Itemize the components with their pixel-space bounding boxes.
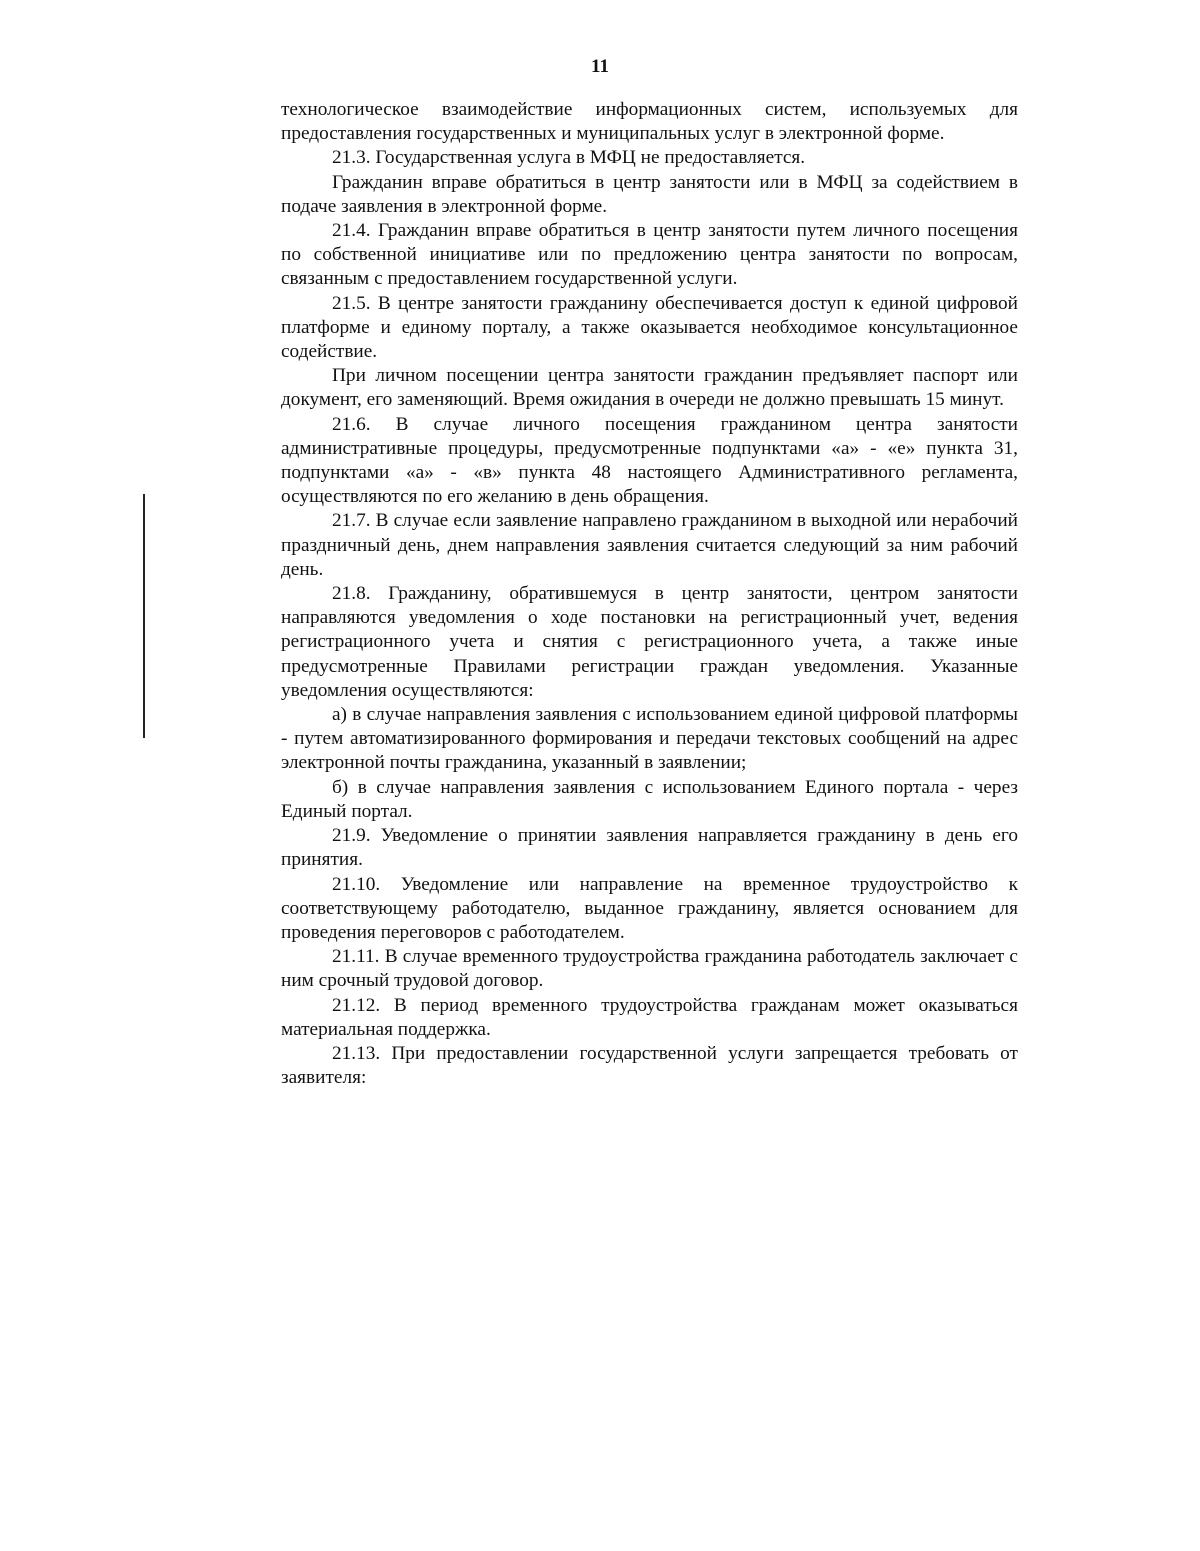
- margin-change-bar: [143, 494, 145, 738]
- paragraph-21-11: 21.11. В случае временного трудоустройства гражданина работодатель заключает с ним срочный трудовой договор.: [281, 946, 1018, 992]
- paragraph-21-8-b: б) в случае направления заявления с использованием Единого портала - через Единый портал.: [281, 776, 1018, 822]
- paragraph-21-8: 21.8. Гражданину, обратившемуся в центр занятости, центром занятости направляются уведомления о ходе постановки на регистрационный учет, ведения регистрационного учета и снятия с регистрационного учета, а также иные предусмотренные Правилами регистрации граждан уведомления. Указанные уведомления осуществляются:: [281, 583, 1018, 701]
- paragraph-21-3: 21.3. Государственная услуга в МФЦ не предоставляется.: [332, 147, 806, 169]
- paragraph-21-6: 21.6. В случае личного посещения гражданином центра занятости административные процедуры, предусмотренные подпунктами «а» - «е» пункта 31, подпунктами «а» - «в» пункта 48 настоящего Административного регламента, осуществляются по его желанию в день обращения.: [281, 413, 1018, 508]
- paragraph-21-7: 21.7. В случае если заявление направлено гражданином в выходной или нерабочий праздничный день, днем направления заявления считается следующий за ним рабочий день.: [281, 510, 1018, 580]
- paragraph-continuation: технологическое взаимодействие информационных систем, используемых для предоставления государственных и муниципальных услуг в электронной форме.: [281, 99, 1018, 145]
- paragraph-21-9: 21.9. Уведомление о принятии заявления направляется гражданину в день его принятия.: [281, 825, 1018, 871]
- paragraph-personal-visit: При личном посещении центра занятости гражданин предъявляет паспорт или документ, его заменяющий. Время ожидания в очереди не должно превышать 15 минут.: [281, 365, 1018, 411]
- paragraph-mfc-assistance: Гражданин вправе обратиться в центр занятости или в МФЦ за содействием в подаче заявления в электронной форме.: [281, 171, 1018, 217]
- page-number: 11: [591, 56, 609, 77]
- paragraph-21-8-a: а) в случае направления заявления с использованием единой цифровой платформы - путем автоматизированного формирования и передачи текстовых сообщений на адрес электронной почты гражданина, указанный в заявлении;: [281, 704, 1018, 774]
- paragraph-21-10: 21.10. Уведомление или направление на временное трудоустройство к соответствующему работодателю, выданное гражданину, является основанием для проведения переговоров с работодателем.: [281, 873, 1018, 943]
- paragraph-21-4: 21.4. Гражданин вправе обратиться в центр занятости путем личного посещения по собственной инициативе или по предложению центра занятости по вопросам, связанным с предоставлением государственной услуги.: [281, 220, 1018, 290]
- paragraph-21-13: 21.13. При предоставлении государственной услуги запрещается требовать от заявителя:: [281, 1042, 1018, 1089]
- paragraph-21-12: 21.12. В период временного трудоустройства гражданам может оказываться материальная поддержка.: [281, 994, 1018, 1040]
- paragraph-21-5: 21.5. В центре занятости гражданину обеспечивается доступ к единой цифровой платформе и единому порталу, а также оказывается необходимое консультационное содействие.: [281, 292, 1018, 363]
- document-body: [281, 98, 1018, 1090]
